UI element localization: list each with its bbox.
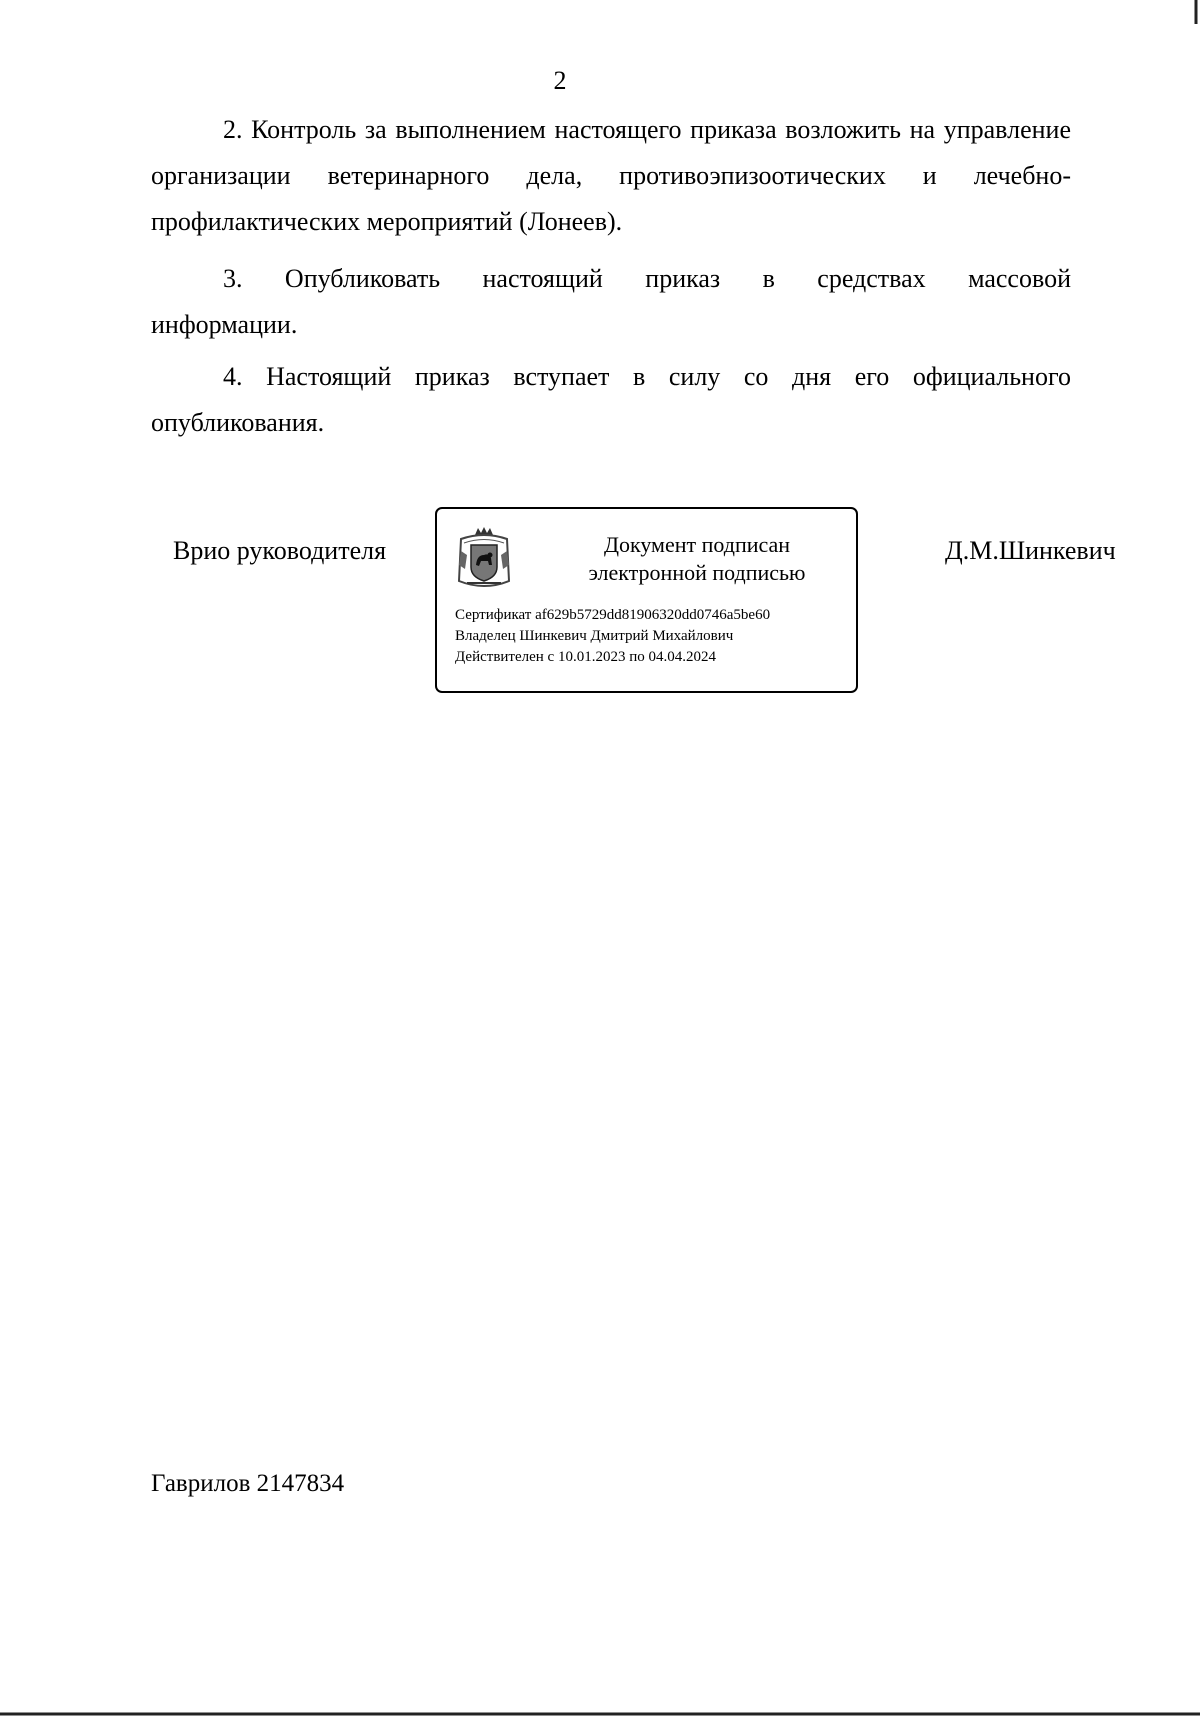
stamp-owner: Владелец Шинкевич Дмитрий Михайлович — [455, 628, 734, 644]
paragraph-3: 3. Опубликовать настоящий приказ в средствах массовой информации. — [151, 264, 1071, 339]
paragraph-2: 2. Контроль за выполнением настоящего приказа возложить на управление организации ветеринарного дела, противоэпизоотических и лечебно-профилактических мероприятий (Лонеев). — [151, 115, 1071, 236]
paragraph-4: 4. Настоящий приказ вступает в силу со дня его официального опубликования. — [151, 362, 1071, 437]
stamp-heading — [547, 531, 847, 587]
stamp-heading-line1: Документ подписан — [603, 532, 791, 557]
electronic-signature-stamp — [435, 507, 858, 693]
stamp-heading-line2: электронной подписью — [588, 560, 806, 585]
stamp-validity: Действителен с 10.01.2023 по 04.04.2024 — [455, 649, 716, 665]
coat-of-arms-icon — [455, 525, 513, 591]
signatory-position: Врио руководителя — [173, 536, 387, 565]
stamp-certificate: Сертификат af629b5729dd81906320dd0746a5be60 — [455, 607, 771, 623]
executor-info: Гаврилов 2147834 — [151, 1470, 345, 1497]
page-number: 2 — [553, 66, 567, 95]
signatory-name: Д.М.Шинкевич — [945, 536, 1116, 565]
